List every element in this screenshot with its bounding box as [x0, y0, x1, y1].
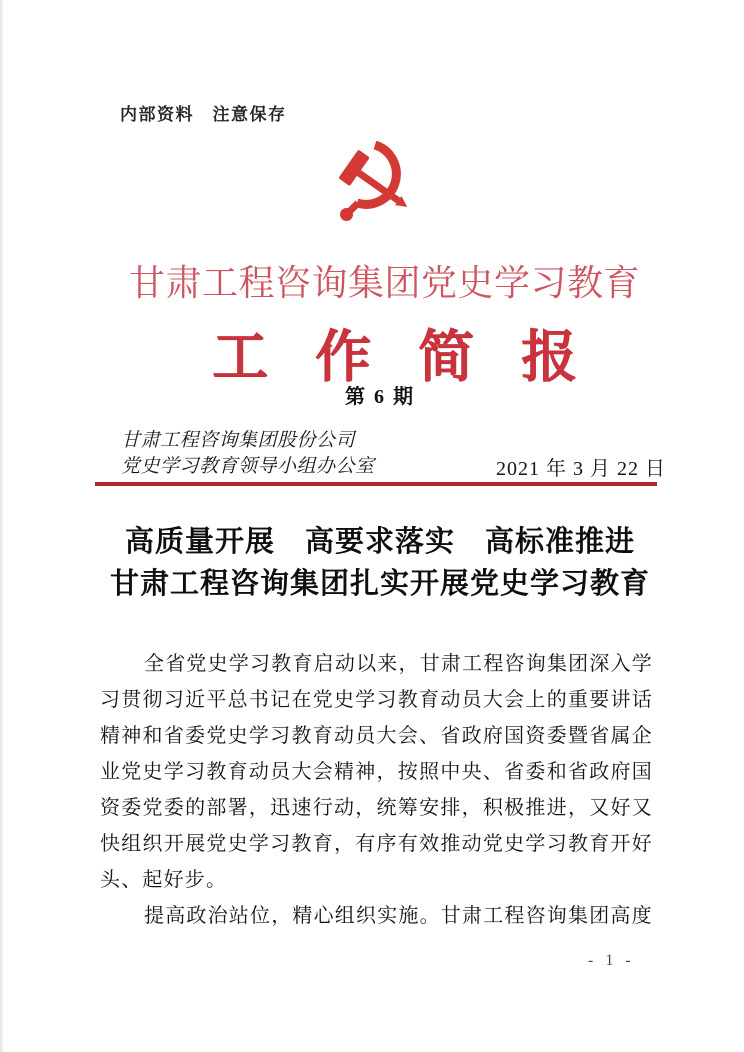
bulletin-title-calligraphy: 工作简报	[212, 327, 624, 389]
article-headline	[0, 521, 744, 605]
issuer-block	[121, 428, 375, 480]
issuer-org-line2: 党史学习教育领导小组办公室	[121, 456, 375, 477]
series-title: 甘肃工程咨询集团党史学习教育	[129, 263, 641, 303]
article-paragraph-1: 全省党史学习教育启动以来，甘肃工程咨询集团深入学习贯彻习近平总书记在党史学习教育动员大会上的重要讲话精神和省委党史学习教育动员大会、省政府国资委暨省属企业党史学习教育动员大会精神，按照中央、省委和省政府国资委党委的部署，迅速行动，统筹安排，积极推进，又好又快组织开展党史学习教育，有序有效推动党史学习教育开好头、起好步。	[100, 653, 653, 891]
masthead-divider-rule	[95, 482, 657, 486]
article-headline-line2: 甘肃工程咨询集团扎实开展党史学习教育	[109, 568, 650, 600]
article-body	[100, 646, 653, 934]
cpc-hammer-sickle-icon	[338, 141, 416, 227]
confidential-note: 内部资料 注意保存	[120, 105, 287, 124]
issue-date: 2021 年 3 月 22 日	[496, 458, 666, 480]
article-paragraph-2: 提高政治站位，精心组织实施。甘肃工程咨询集团高度	[144, 905, 653, 927]
article-headline-line1: 高质量开展 高要求落实 高标准推进	[124, 526, 635, 558]
issue-number: 第 6 期	[345, 386, 415, 408]
issuer-org-line1: 甘肃工程咨询集团股份公司	[121, 430, 356, 451]
page-number: - 1 -	[588, 952, 635, 969]
